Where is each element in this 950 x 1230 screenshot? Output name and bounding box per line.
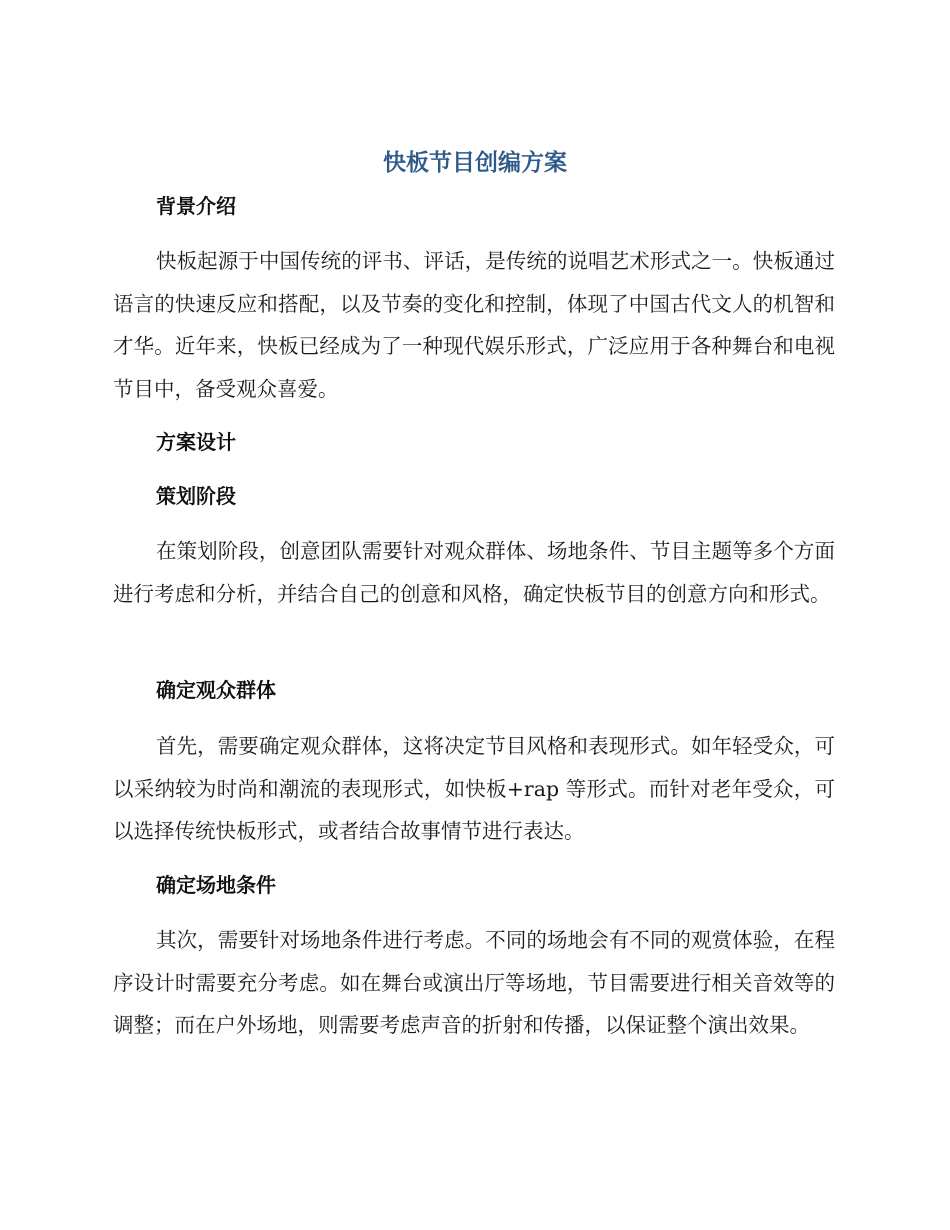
section-heading-planning-stage: 策划阶段 bbox=[156, 484, 236, 508]
section-paragraph-audience: 首先，需要确定观众群体，这将决定节目风格和表现形式。如年轻受众，可以采纳较为时尚和潮流的表现形式，如快板+rap 等形式。而针对老年受众，可以选择传统快板形式，或者结合故事情节进行表达。 bbox=[113, 734, 835, 843]
section-paragraph-venue: 其次，需要针对场地条件进行考虑。不同的场地会有不同的观赏体验，在程序设计时需要充分考虑。如在舞台或演出厅等场地，节目需要进行相关音效等的调整；而在户外场地，则需要考虑声音的折射和传播，以保证整个演出效果。 bbox=[113, 928, 835, 1037]
section-paragraph-background: 快板起源于中国传统的评书、评话，是传统的说唱艺术形式之一。快板通过语言的快速反应和搭配，以及节奏的变化和控制，体现了中国古代文人的机智和才华。近年来，快板已经成为了一种现代娱乐形式，广泛应用于各种舞台和电视节目中，备受观众喜爱。 bbox=[113, 249, 835, 401]
section-paragraph-planning-stage: 在策划阶段，创意团队需要针对观众群体、场地条件、节目主题等多个方面进行考虑和分析，并结合自己的创意和风格，确定快板节目的创意方向和形式。 bbox=[113, 539, 835, 606]
document-title: 快板节目创编方案 bbox=[383, 150, 567, 176]
section-heading-plan-design: 方案设计 bbox=[156, 430, 236, 454]
section-heading-audience: 确定观众群体 bbox=[156, 678, 276, 702]
section-heading-background: 背景介绍 bbox=[156, 194, 236, 218]
section-heading-venue: 确定场地条件 bbox=[156, 873, 276, 897]
